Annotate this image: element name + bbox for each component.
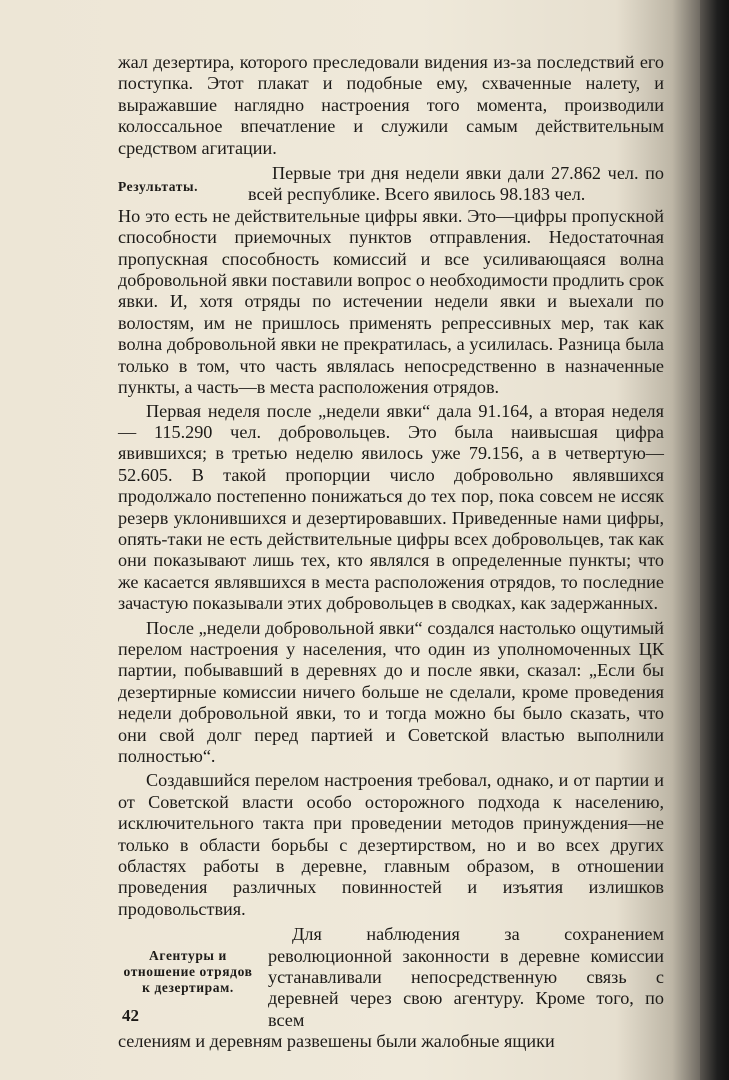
section-lead: Для наблюдения за сохранением революционной законности в деревне комиссии устанавливали непосредственную связь с деревней через свою агентуру. Кроме того, по всем xyxy=(268,924,664,1030)
page-number: 42 xyxy=(122,1006,139,1025)
paragraph: Создавшийся перелом настроения требовал, однако, и от партии и от Советской власти особо осторожного подхода к населению, исключительного такта при проведении методов принуждения—не только в области борьбы с дезертирством, но и во всех других областях работы в деревне, главным образом, в отношении проведения различных повинностей и изъятия излишков продовольствия. xyxy=(118,770,664,919)
paragraph: Но это есть не действительные цифры явки. Это—цифры пропускной способности приемочных пунктов отправления. Недостаточная пропускная способность комиссий и все усиливающаяся волна добровольной явки поставили вопрос о необходимости продлить срок явки. И, хотя отряды по истечении недели явки и выехали по волостям, им не пришлось применять репрессивных мер, так как волна добровольной явки не прекратилась, а усилилась. Разница была только в том, что часть являлась непосредственно в назначенные пункты, а часть—в места расположения отрядов. xyxy=(118,205,664,398)
paragraph: После „недели добровольной явки“ создался настолько ощутимый перелом настроения у населения, что один из уполномоченных ЦК партии, побывавший в деревнях до и после явки, сказал: „Если бы дезертирные комиссии ничего больше не сделали, кроме проведения недели добровольной явки, то и тогда можно бы было сказать, что они свой долг перед партией и Советской властью выполнили полностью“. xyxy=(118,617,664,766)
side-heading-agents: Агентуры и отношение отрядов к дезертирам. xyxy=(123,948,253,996)
side-heading-results: Результаты. xyxy=(118,179,199,195)
paragraph: Первая неделя после „недели явки“ дала 91.164, а вторая неделя — 115.290 чел. добровольцев. Это была наивысшая цифра явившихся; в третью неделю явилось уже 79.156, а в четвертую—52.605. В такой пропорции число добровольно являвшихся продолжало постепенно понижаться до тех пор, пока совсем не иссяк резерв уклонившихся и дезертировавших. Приведенные нами цифры, опять-таки не есть действительные цифры всех добровольцев, так как они показывают лишь тех, кто являлся в определенные пункты; что же касается являвшихся в места расположения отрядов, то последние зачастую показывали этих добровольцев в сводках, как задержанных. xyxy=(118,400,664,614)
paragraph: жал дезертира, которого преследовали видения из-за последствий его поступка. Этот плакат и подобные ему, схваченные налету, и выражавшие наглядно настроения того момента, производили колоссальное впечатление и служили самым действительным средством агитации. xyxy=(118,52,664,158)
book-spine-shadow xyxy=(700,0,729,1080)
section-agents xyxy=(118,924,664,1031)
section-lead: Первые три дня недели явки дали 27.862 чел. по всей республике. Всего явилось 98.183 чел. xyxy=(248,163,664,205)
page-text xyxy=(118,52,664,1053)
section-results xyxy=(118,163,664,206)
paragraph: селениям и деревням развешены были жалобные ящики xyxy=(118,1031,555,1052)
